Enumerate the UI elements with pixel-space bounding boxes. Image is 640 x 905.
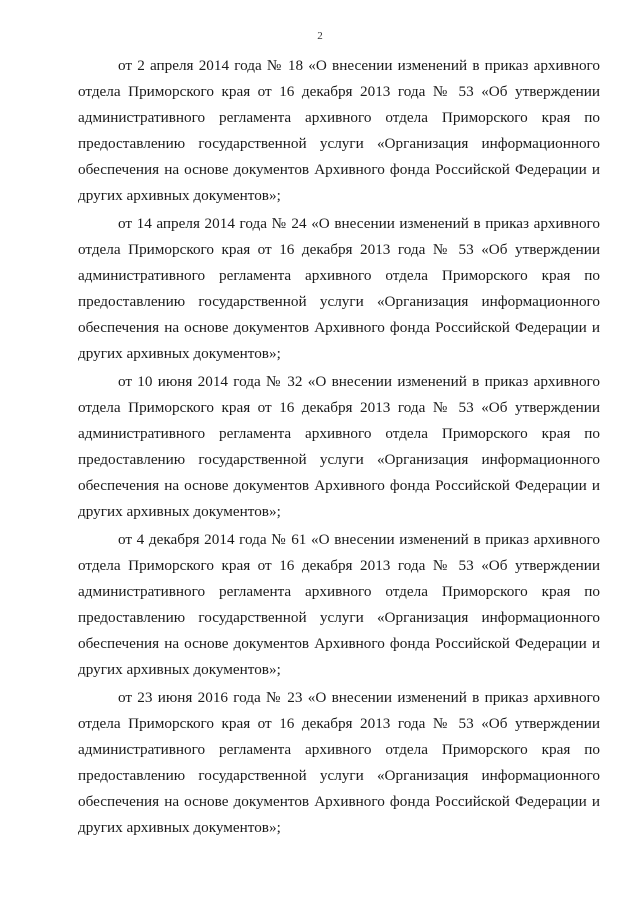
document-body [78,53,600,843]
document-paragraph: от 2 апреля 2014 года № 18 «О внесении изменений в приказ архивного отдела Приморского края от 16 декабря 2013 года № 53 «Об утверждении административного регламента архивного отдела Приморского края по предоставлению государственной услуги «Организация информационного обеспечения на основе документов Архивного фонда Российской Федерации и других архивных документов»; [78,57,600,204]
page-number: 2 [317,30,323,42]
document-paragraph: от 4 декабря 2014 года № 61 «О внесении изменений в приказ архивного отдела Приморского края от 16 декабря 2013 года № 53 «Об утверждении административного регламента архивного отдела Приморского края по предоставлению государственной услуги «Организация информационного обеспечения на основе документов Архивного фонда Российской Федерации и других архивных документов»; [78,531,600,678]
document-paragraph: от 10 июня 2014 года № 32 «О внесении изменений в приказ архивного отдела Приморского края от 16 декабря 2013 года № 53 «Об утверждении административного регламента архивного отдела Приморского края по предоставлению государственной услуги «Организация информационного обеспечения на основе документов Архивного фонда Российской Федерации и других архивных документов»; [78,373,600,520]
document-paragraph: от 23 июня 2016 года № 23 «О внесении изменений в приказ архивного отдела Приморского края от 16 декабря 2013 года № 53 «Об утверждении административного регламента архивного отдела Приморского края по предоставлению государственной услуги «Организация информационного обеспечения на основе документов Архивного фонда Российской Федерации и других архивных документов»; [78,689,600,836]
document-paragraph: от 14 апреля 2014 года № 24 «О внесении изменений в приказ архивного отдела Приморского края от 16 декабря 2013 года № 53 «Об утверждении административного регламента архивного отдела Приморского края по предоставлению государственной услуги «Организация информационного обеспечения на основе документов Архивного фонда Российской Федерации и других архивных документов»; [78,215,600,362]
